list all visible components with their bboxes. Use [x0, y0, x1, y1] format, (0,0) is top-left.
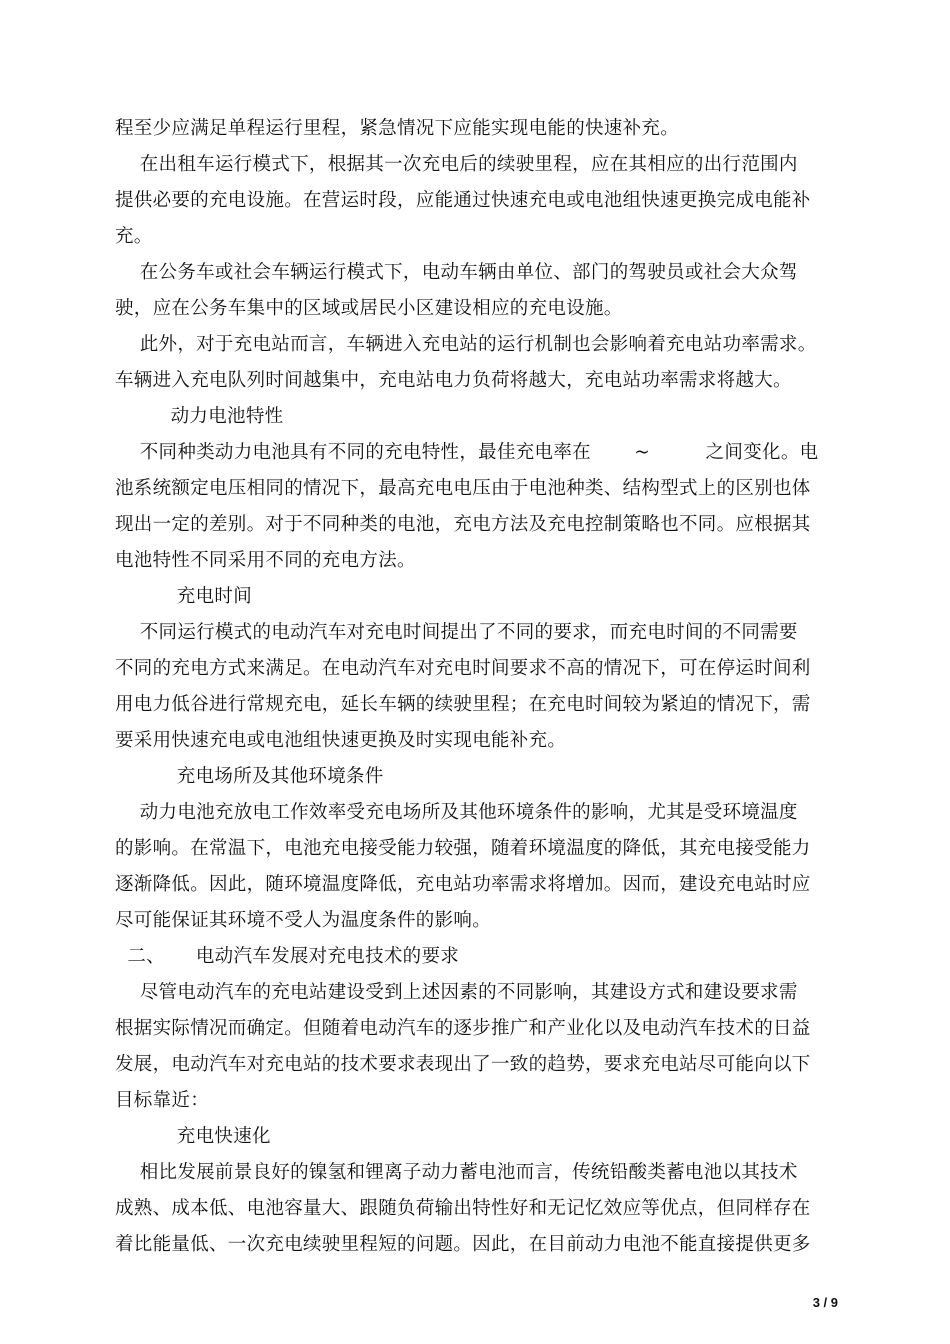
section-heading: 充电快速化 [115, 1126, 271, 1147]
text-line: 发展，电动汽车对充电站的技术要求表现出了一致的趋势，要求充电站尽可能向以下 [115, 1054, 811, 1075]
text-line: 尽可能保证其环境不受人为温度条件的影响。 [115, 910, 492, 931]
text-line: 动力电池充放电工作效率受充电场所及其他环境条件的影响，尤其是受环境温度 [115, 802, 798, 823]
text-line: 车辆进入充电队列时间越集中，充电站电力负荷将越大，充电站功率需求将越大。 [115, 370, 792, 391]
text-line: 要采用快速充电或电池组快速更换及时实现电能补充。 [115, 730, 567, 751]
text-line: 池系统额定电压相同的情况下，最高充电电压由于电池种类、结构型式上的区别也体 [115, 478, 811, 499]
section-heading: 动力电池特性 [115, 406, 284, 427]
text-line: 逐渐降低。因此，随环境温度降低，充电站功率需求将增加。因而，建设充电站时应 [115, 874, 811, 895]
text-line: 充。 [115, 226, 153, 247]
text-line: 此外，对于充电站而言，车辆进入充电站的运行机制也会影响着充电站功率需求。 [115, 334, 817, 355]
text-line: 在公务车或社会车辆运行模式下，电动车辆由单位、部门的驾驶员或社会大众驾 [115, 262, 798, 283]
text-line: 现出一定的差别。对于不同种类的电池，充电方法及充电控制策略也不同。应根据其 [115, 514, 811, 535]
text-line: 程至少应满足单程运行里程，紧急情况下应能实现电能的快速补充。 [115, 118, 680, 139]
text-line: 根据实际情况而确定。但随着电动汽车的逐步推广和产业化以及电动汽车技术的日益 [115, 1018, 811, 1039]
text-line: 电池特性不同采用不同的充电方法。 [115, 550, 416, 571]
text-line: 不同运行模式的电动汽车对充电时间提出了不同的要求，而充电时间的不同需要 [115, 622, 798, 643]
text-line: 着比能量低、一次充电续驶里程短的问题。因此，在目前动力电池不能直接提供更多 [115, 1234, 811, 1255]
section-heading: 充电场所及其他环境条件 [115, 766, 384, 787]
section-heading: 充电时间 [115, 586, 253, 607]
text-line: 驶，应在公务车集中的区域或居民小区建设相应的充电设施。 [115, 298, 623, 319]
text-line: 在出租车运行模式下，根据其一次充电后的续驶里程，应在其相应的出行范围内 [115, 154, 798, 175]
page-number: 3 / 9 [812, 1295, 838, 1310]
text-line: 相比发展前景良好的镍氢和锂离子动力蓄电池而言，传统铅酸类蓄电池以其技术 [115, 1162, 798, 1183]
section-heading: 二、 电动汽车发展对充电技术的要求 [115, 946, 460, 967]
text-line: 用电力低谷进行常规充电，延长车辆的续驶里程；在充电时间较为紧迫的情况下，需 [115, 694, 811, 715]
text-line: 提供必要的充电设施。在营运时段，应能通过快速充电或电池组快速更换完成电能补 [115, 190, 811, 211]
text-line: 不同种类动力电池具有不同的充电特性，最佳充电率在 ~ 之间变化。电 [115, 442, 819, 463]
text-line: 目标靠近： [115, 1090, 210, 1111]
text-line: 的影响。在常温下，电池充电接受能力较强，随着环境温度的降低，其充电接受能力 [115, 838, 811, 859]
text-line: 不同的充电方式来满足。在电动汽车对充电时间要求不高的情况下，可在停运时间利 [115, 658, 811, 679]
text-line: 尽管电动汽车的充电站建设受到上述因素的不同影响，其建设方式和建设要求需 [115, 982, 798, 1003]
text-line: 成熟、成本低、电池容量大、跟随负荷输出特性好和无记忆效应等优点，但同样存在 [115, 1198, 811, 1219]
